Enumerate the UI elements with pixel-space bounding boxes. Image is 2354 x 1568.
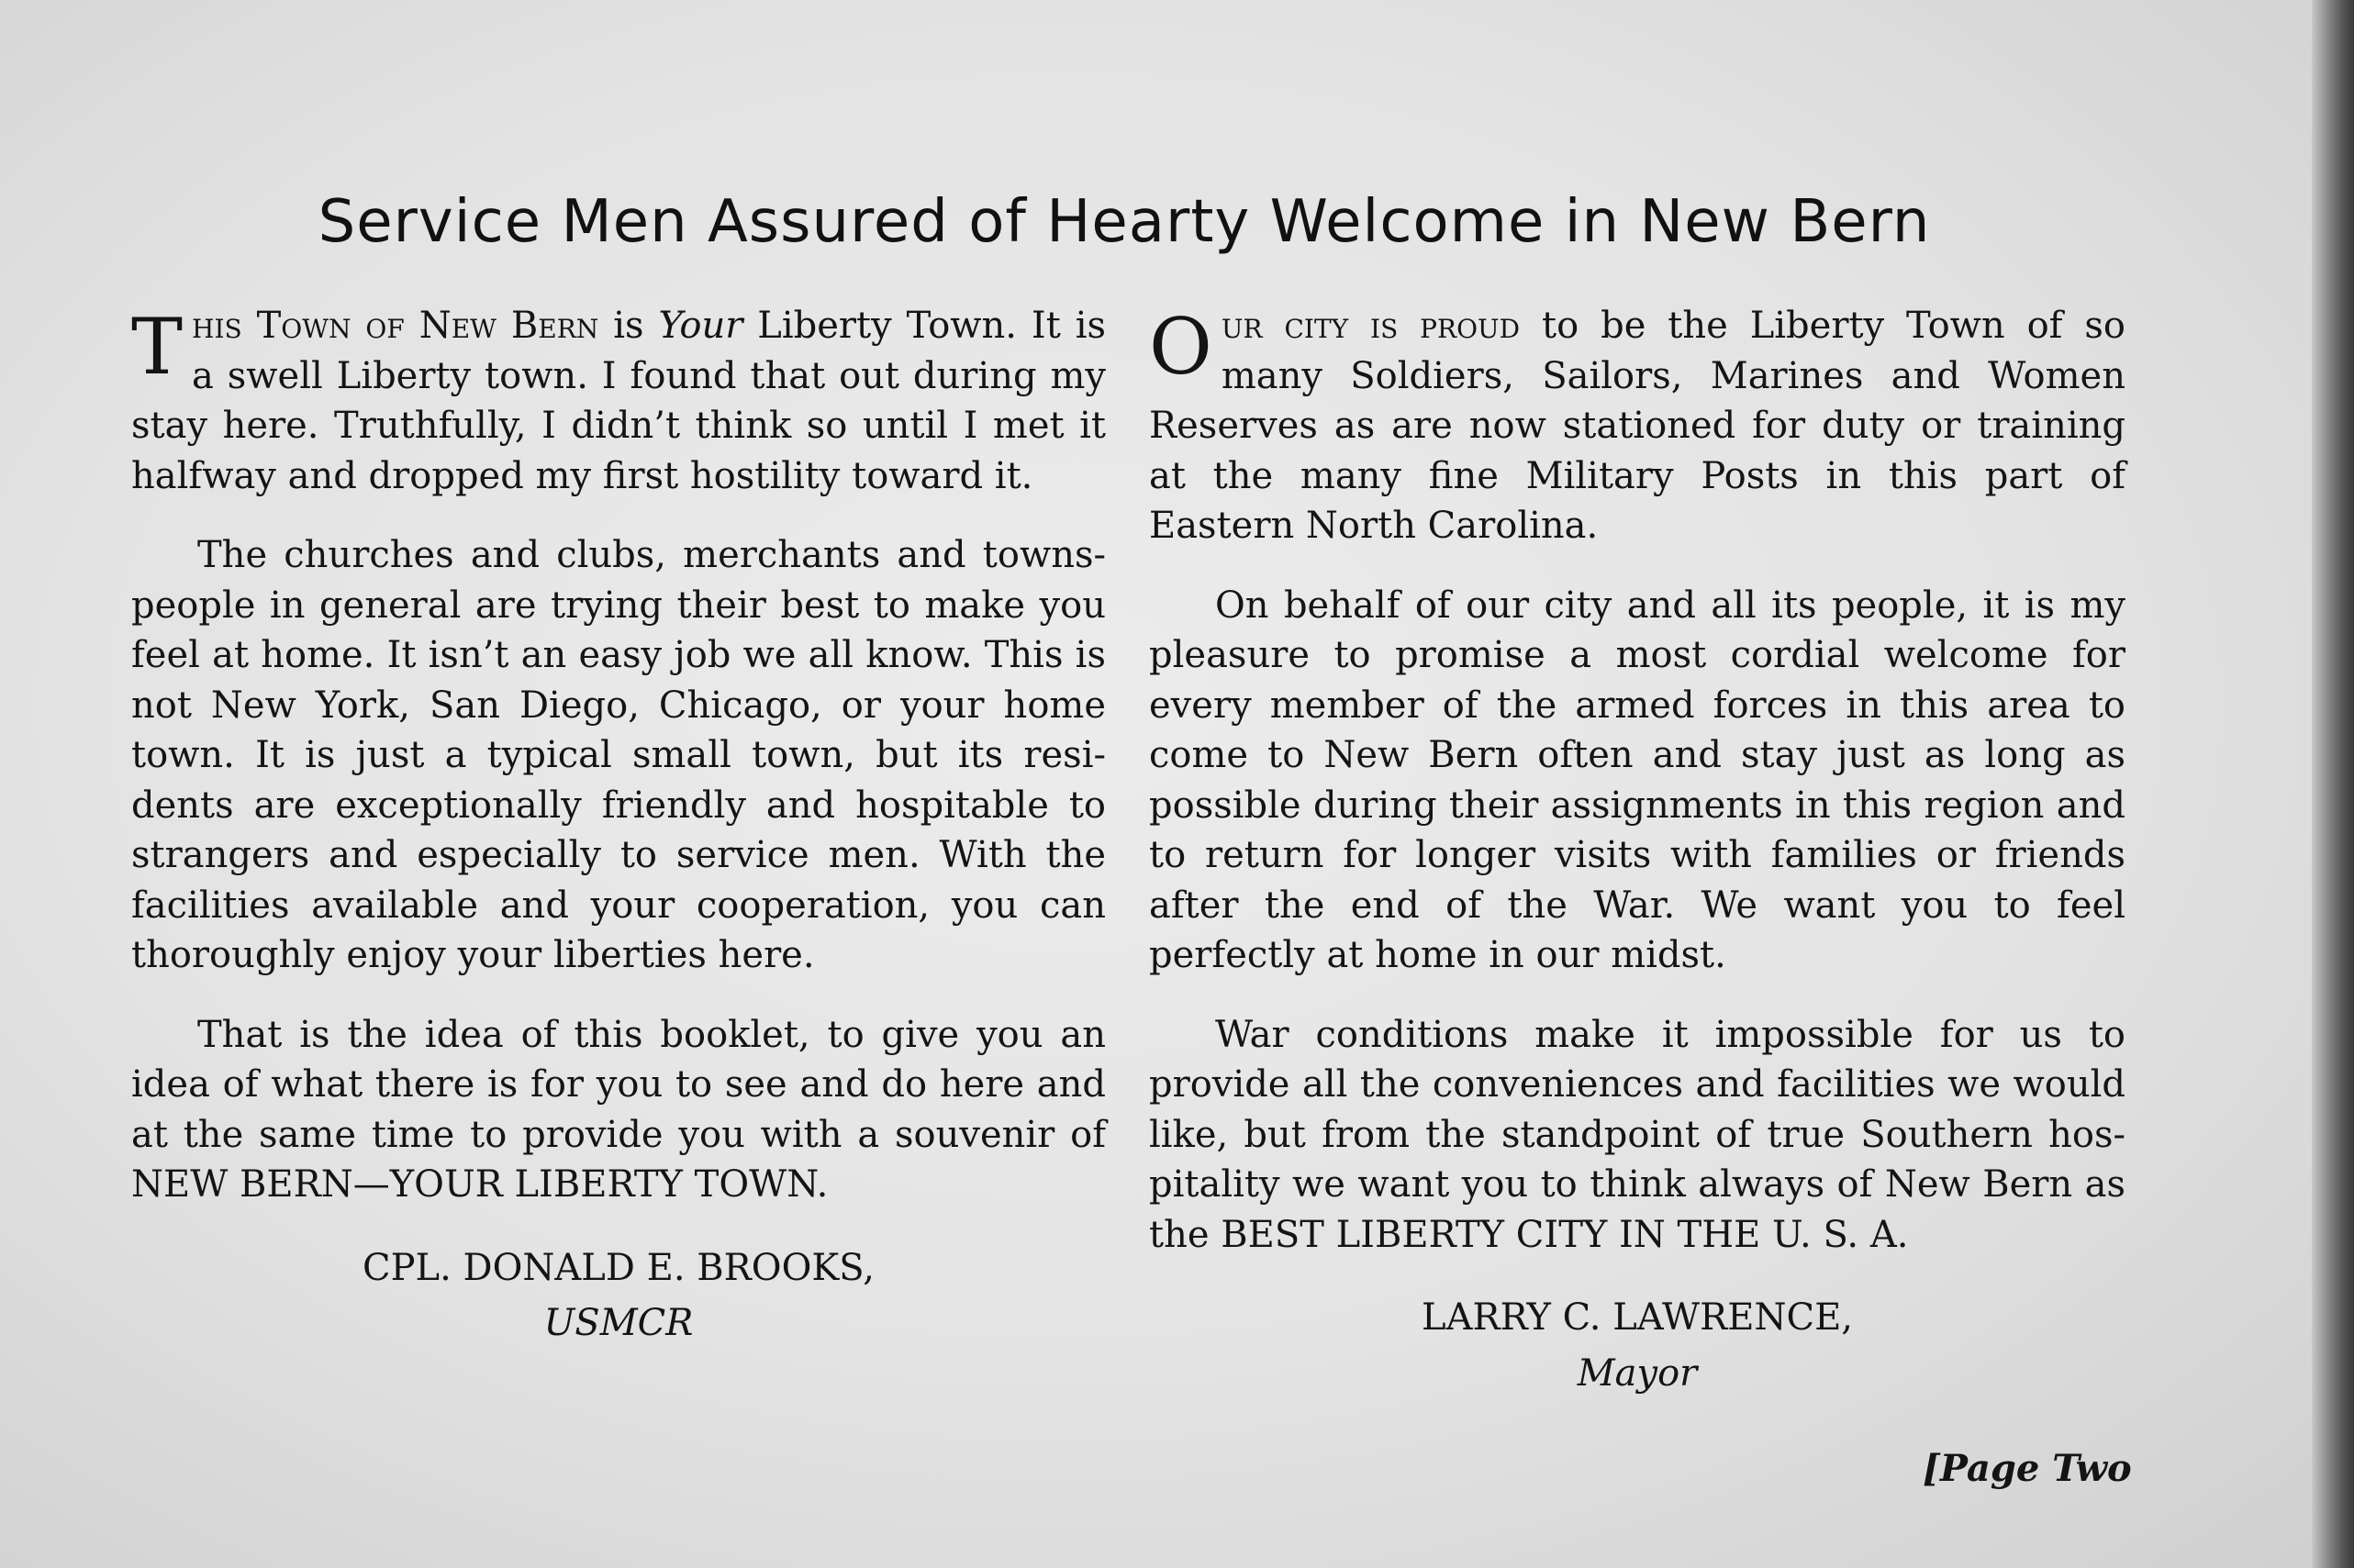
right-paragraph-2: On behalf of our city and all its people, it is my pleasure to promise a most cordial welcome for every member of the armed forces in this area to come to New Bern often and stay just as long as possible during their assignments in this region and to return for longer visits with families or friends after the end of the War. We want you to feel perfectly at home in our midst. <box>1149 584 2125 976</box>
right-p1-text: to be the Liberty Town of so many Soldiers, Sailors, Marines and Women Reserves as are now stationed for duty or training at the many fine Military Posts in this part of Eastern North Carolina. <box>1149 305 2125 547</box>
right-lead-phrase: ur city is proud <box>1221 305 1521 347</box>
left-lead-phrase: his Town of New Bern <box>192 305 599 347</box>
page-title: Service Men Assured of Hearty Welcome in New Bern <box>318 188 1931 256</box>
page-number: [Page Two <box>1923 1447 2132 1490</box>
right-signature-title: Mayor <box>1577 1351 1698 1395</box>
page-gutter-shadow <box>2312 0 2354 1568</box>
left-signature <box>131 1243 1106 1349</box>
left-signature-title: USMCR <box>543 1302 694 1344</box>
left-p1-emphasis: Your <box>658 305 743 347</box>
right-dropcap: O <box>1149 302 1212 392</box>
left-column <box>131 301 1106 1349</box>
right-paragraph-1 <box>1149 301 2125 551</box>
left-dropcap: T <box>131 302 184 392</box>
right-paragraph-3: War conditions make it impossible for us to provide all the conveniences and facilities we would like, but from the standpoint of true Southern hospitality we want you to think always of New Bern as the BEST LIBERTY CITY IN THE U. S. A. <box>1149 1013 2125 1256</box>
left-p1-connector: is <box>598 305 659 347</box>
right-signature <box>1149 1293 2125 1398</box>
left-paragraph-1 <box>131 301 1106 501</box>
left-paragraph-3: That is the idea of this booklet, to give you an idea of what there is for you to see and do here and at the same time to provide you with a souvenir of NEW BERN—YOUR LIBERTY TOWN. <box>131 1013 1106 1206</box>
left-p1-text: Liberty Town. It is a swell Liberty town. I found that out during my stay here. Truthfully, I didn’t think so until I met it halfway and dropped my first hostility toward it. <box>131 305 1107 497</box>
left-signature-name: CPL. DONALD E. BROOKS, <box>363 1246 875 1289</box>
left-paragraph-2: The churches and clubs, merchants and townspeople in general are trying their best to make you feel at home. It isn’t an easy job we all know. This is not New York, San Diego, Chicago, or your home town. It is just a typical small town, but its residents are exceptionally friendly and hospitable to strangers and especially to service men. With the facilities available and your cooperation, you can thoroughly enjoy your liberties here. <box>131 534 1106 976</box>
right-signature-name: LARRY C. LAWRENCE, <box>1422 1296 1853 1339</box>
right-column <box>1149 301 2125 1398</box>
